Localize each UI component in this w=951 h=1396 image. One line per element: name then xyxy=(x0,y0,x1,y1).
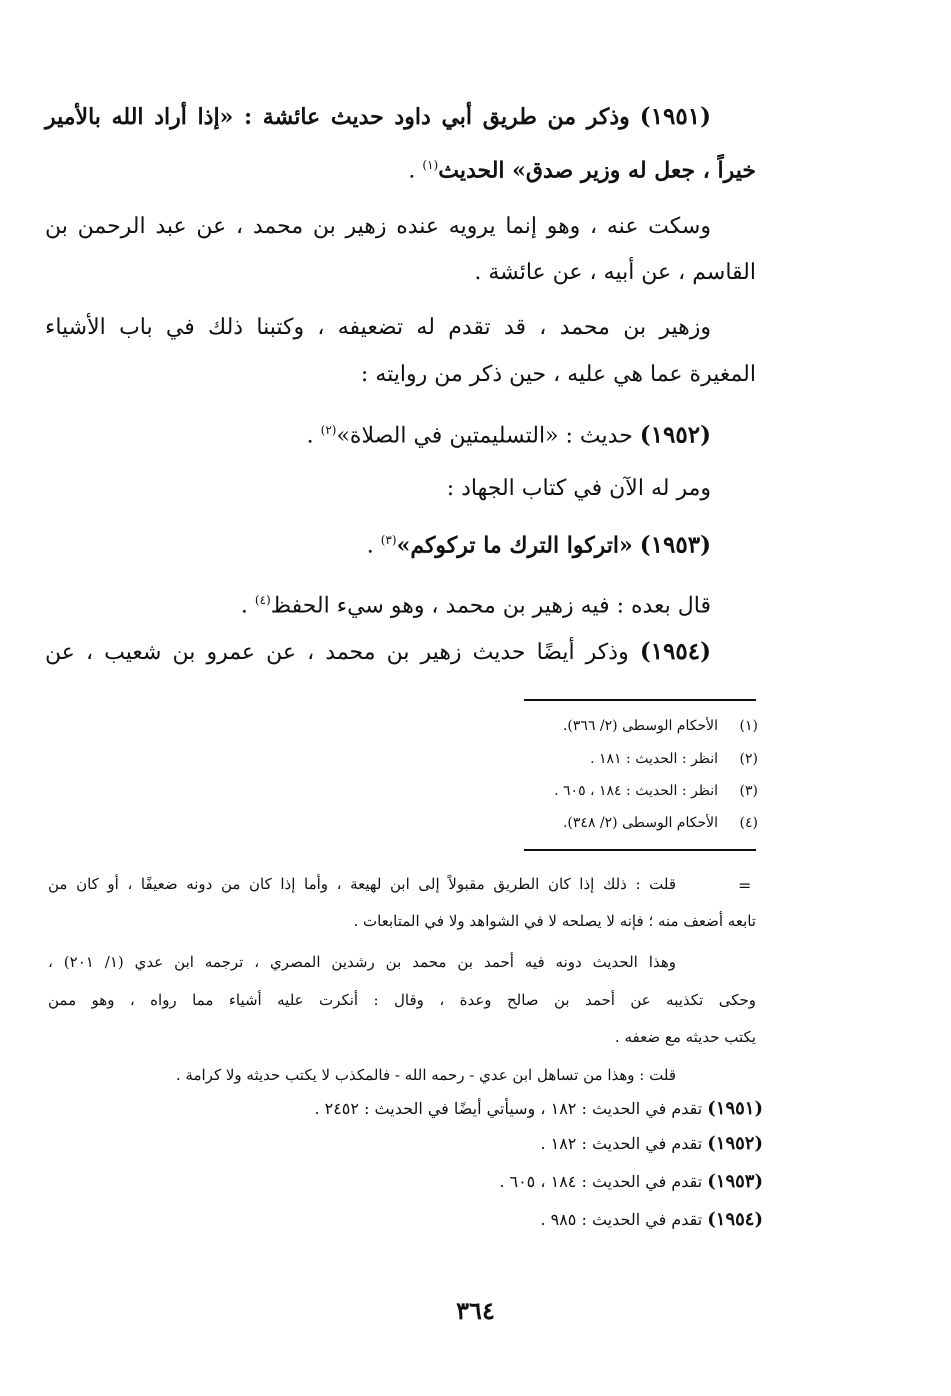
cross-reference xyxy=(540,1209,763,1231)
main-text: وزهير بن محمد ، قد تقدم له تضعيفه ، وكتبنا ذلك في باب الأشياء xyxy=(45,315,711,340)
cross-reference-number: (١٩٥٣) xyxy=(707,1171,763,1192)
footnote-number: (٣) xyxy=(739,783,758,799)
main-text-line xyxy=(45,258,756,288)
cross-reference-text: تقدم في الحديث : ٩٨٥ . xyxy=(540,1210,703,1229)
continuation-marker: = xyxy=(738,876,752,895)
page-number: ٣٦٤ xyxy=(456,1296,495,1325)
main-text: المغيرة عما هي عليه ، حين ذكر من روايته : xyxy=(360,362,756,387)
hadith-number: (١٩٥٤) xyxy=(639,638,712,665)
footnote-ref[interactable]: (٤) xyxy=(254,593,271,607)
main-text-line xyxy=(45,474,711,504)
footnote-divider xyxy=(524,849,756,851)
main-text: قال بعده : فيه زهير بن محمد ، وهو سيء الحفظ xyxy=(270,593,711,619)
main-text: وسكت عنه ، وهو إنما يرويه عنده زهير بن محمد ، عن عبد الرحمن بن xyxy=(45,214,711,239)
footnote-text: انظر : الحديث : ١٨٤ ، ٦٠٥ . xyxy=(554,783,718,799)
main-text-line xyxy=(45,637,711,668)
cross-reference-text: تقدم في الحديث : ١٨٢ ، وسيأتي أيضًا في الحديث : ٢٤٥٢ . xyxy=(314,1099,703,1118)
footnote-divider xyxy=(524,699,756,701)
main-text: ومر له الآن في كتاب الجهاد : xyxy=(446,476,711,501)
main-text: . xyxy=(306,423,321,449)
footnote-number: (١) xyxy=(739,718,758,734)
main-text-line xyxy=(45,415,711,451)
cross-reference xyxy=(314,1098,763,1120)
cross-reference-text: تقدم في الحديث : ١٨٤ ، ٦٠٥ . xyxy=(499,1172,703,1191)
main-text: القاسم ، عن أبيه ، عن عائشة . xyxy=(474,260,756,285)
cross-reference xyxy=(540,1133,763,1155)
footnote xyxy=(563,813,758,833)
cross-reference-number: (١٩٥٤) xyxy=(707,1209,763,1230)
hadith-number: (١٩٥١) xyxy=(639,103,711,130)
main-text-line xyxy=(45,313,711,343)
main-text-line xyxy=(45,360,756,390)
note-line xyxy=(48,951,676,973)
note-text: يكتب حديثه مع ضعفه . xyxy=(614,1028,756,1046)
note-text: قلت : ذلك إذا كان الطريق مقبولاً إلى ابن لهيعة ، وأما إذا كان من دونه ضعيفًا ، أو كان من xyxy=(48,875,676,893)
main-text: . xyxy=(408,158,423,184)
main-text-line xyxy=(45,585,711,621)
note-line xyxy=(48,1064,676,1086)
footnote xyxy=(563,716,758,736)
footnote-number: (٢) xyxy=(739,751,758,767)
main-text-line xyxy=(45,525,711,561)
footnote-text: الأحكام الوسطى (٢/ ٣٤٨). xyxy=(562,815,718,831)
main-text: حديث : «التسليمتين في الصلاة» xyxy=(336,423,633,449)
footnote-text: الأحكام الوسطى (٢/ ٣٦٦). xyxy=(562,718,718,734)
main-text: . xyxy=(366,533,381,559)
note-text: قلت : وهذا من تساهل ابن عدي - رحمه الله - فالمكذب لا يكتب حديثه ولا كرامة . xyxy=(175,1066,676,1084)
cross-reference xyxy=(499,1171,763,1193)
note-text: تابعه أضعف منه ؛ فإنه لا يصلحه لا في الشواهد ولا في المتابعات . xyxy=(353,912,756,930)
main-text-line xyxy=(45,150,756,186)
main-text: . xyxy=(240,593,255,619)
hadith-number: (١٩٥٢) xyxy=(639,421,711,449)
note-line xyxy=(48,910,756,932)
footnote xyxy=(590,749,758,769)
footnote-ref[interactable]: (٢) xyxy=(320,423,337,437)
main-text-line xyxy=(45,102,711,133)
main-text-line xyxy=(45,212,711,242)
main-text: «اتركوا الترك ما تركوكم» xyxy=(396,532,633,559)
note-line xyxy=(48,873,676,895)
footnote-number: (٤) xyxy=(739,815,758,831)
note-line xyxy=(48,989,756,1011)
cross-reference-number: (١٩٥٢) xyxy=(707,1133,763,1154)
note-text: وحكى تكذيبه عن أحمد بن صالح وعدة ، وقال : أنكرت عليه أشياء مما رواه ، وهو ممن xyxy=(48,991,756,1009)
main-text: وذكر أيضًا حديث زهير بن محمد ، عن عمرو بن شعيب ، عن xyxy=(45,640,629,665)
footnote-text: انظر : الحديث : ١٨١ . xyxy=(590,751,718,767)
main-text: خيراً ، جعل له وزير صدق» الحديث xyxy=(438,157,756,184)
hadith-number: (١٩٥٣) xyxy=(639,531,711,559)
footnote-ref[interactable]: (٣) xyxy=(380,533,397,547)
note-text: وهذا الحديث دونه فيه أحمد بن محمد بن رشدين المصري ، ترجمه ابن عدي (١/ ٢٠١) ، xyxy=(48,953,676,971)
footnote xyxy=(554,781,758,801)
cross-reference-number: (١٩٥١) xyxy=(707,1098,763,1119)
footnote-ref[interactable]: (١) xyxy=(422,158,439,172)
main-text: وذكر من طريق أبي داود حديث عائشة : «إذا أراد الله بالأمير xyxy=(45,104,630,130)
note-line xyxy=(48,1026,756,1048)
cross-reference-text: تقدم في الحديث : ١٨٢ . xyxy=(540,1134,703,1153)
